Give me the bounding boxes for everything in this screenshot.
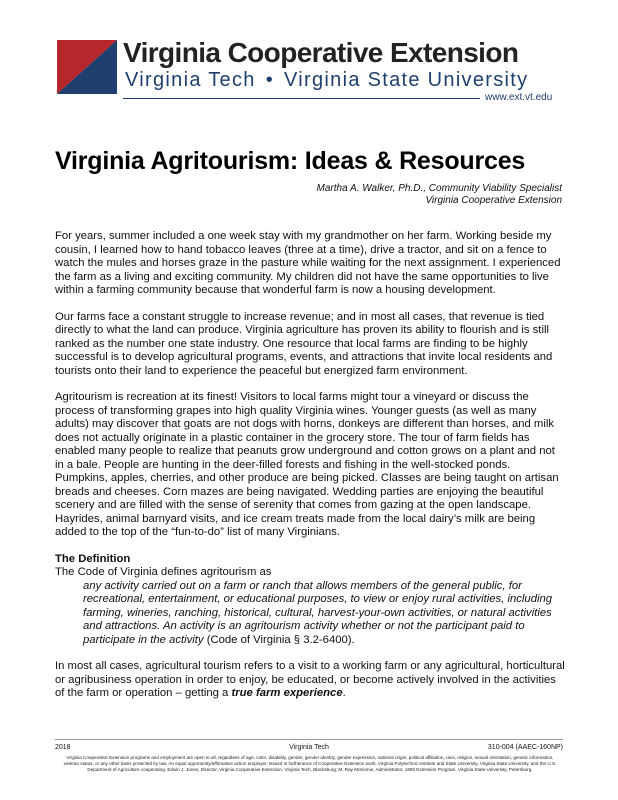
- footer-rule: [55, 739, 563, 740]
- footer-legal-text: Virginia Cooperative Extension programs and employment are open to all, regardless of age, color, disability, gender, gender identity, gender expression, national origin, political affiliation, race, religion, sexual orientation, genetic information, veteran status, or any other basis protected by law. An equal opportunity/affirmative action employer. Issued in furtherance of Cooperative Extension work, Virginia Polytechnic Institute and State University, Virginia State University, and the U.S. Department of Agriculture cooperating. Edwin J. Jones, Director, Virginia Cooperative Extension, Virginia Tech, Blacksburg; M. Ray McKinnie, Administrator, 1890 Extension Program, Virginia State University, Petersburg.: [63, 755, 557, 772]
- definition-citation: (Code of Virginia § 3.2-6400).: [203, 633, 355, 646]
- vce-header: [57, 38, 567, 108]
- paragraph-revenue: Our farms face a constant struggle to increase revenue; and in most all cases, that revenue is tied directly to what the land can produce. Virginia agriculture has proven its ability to flourish and is still ranked as the number one state industry. One resource that local farms are finding to be highly successful is to develop agricultural programs, events, and attractions that invite local residents and tourists onto their land to experience the peaceful but energized farm environment.: [55, 310, 553, 377]
- footer-year: 2018: [55, 744, 71, 751]
- paragraph-intro: For years, summer included a one week stay with my grandmother on her farm. Working beside my cousin, I learned how to hand tobacco leaves (three at a time), drive a tractor, and sit on a fence to watch the mules and horses graze in the pasture while waiting for the next assignment. I experienced the farm as a living and exciting community. My children did not have the same opportunities to live within a farming community because that wonderful farm is now a housing development.: [55, 230, 561, 296]
- paragraph-agritourism: Agritourism is recreation at its finest! Visitors to local farms might tour a vineyard or discuss the process of transforming grapes into high quality Virginia wines. Younger guests (as well as many adults) may discover that goats are not dogs with horns, donkeys are different than horses, and milk does not actually originate in a plastic container in the grocery store. The tour of farm fields has enabled many people to realize that peanuts grow underground and cotton grows on a plant and not in a bale. People are hunting in the deer-filled forests and fishing in the well-stocked ponds. Pumpkins, apples, cherries, and other produce are being picked. Classes are being taught on artisan breads and cheeses. Corn mazes are being navigated. Wedding parties are enjoying the beautiful scenery and are filled with the sense of serenity that comes from gazing at the open landscape. Hayrides, animal barnyard visits, and ice cream treats made from the local dairy’s milk are being added to the top of the “fun-to-do” list of many Virginians.: [55, 391, 559, 538]
- document-body: [55, 230, 565, 714]
- website-link[interactable]: www.ext.vt.edu: [485, 92, 553, 103]
- closing-end: .: [342, 687, 346, 699]
- vce-logo-icon: [57, 40, 117, 94]
- section-heading-definition: The Definition: [55, 552, 131, 565]
- definition-quote-text: any activity carried out on a farm or ranch that allows members of the general public, for recreational, entertainment, or educational purposes, to view or enjoy rural activities, including farming, wineries, ranching, historical, cultural, harvest-your-own activities, or natural activities and attractions. An activity is an agritourism activity whether or not the participant paid to participate in the activity: [83, 579, 553, 646]
- closing-emphasis: true farm experience: [231, 687, 343, 699]
- paragraph-closing: [55, 660, 565, 701]
- definition-quote: [83, 580, 565, 648]
- document-title: Virginia Agritourism: Ideas & Resources: [55, 147, 526, 175]
- author-name: Martha A. Walker, Ph.D., Community Viability Specialist: [316, 183, 562, 194]
- definition-intro: The Code of Virginia defines agritourism as: [55, 566, 272, 578]
- closing-text: In most all cases, agricultural tourism refers to a visit to a working farm or any agricultural, horticultural or agribusiness operation in order to enjoy, be educated, or become actively involved in the activities of the farm or operation – getting a: [55, 660, 565, 699]
- footer-row: [55, 744, 563, 753]
- org-name: Virginia Cooperative Extension: [123, 37, 519, 68]
- university-vt: Virginia Tech: [125, 69, 256, 91]
- author-block: [317, 183, 562, 207]
- footer-publisher: Virginia Tech: [289, 744, 329, 751]
- footer-pub-number: 310-004 (AAEC-160NP): [487, 744, 563, 751]
- author-affiliation: Virginia Cooperative Extension: [425, 195, 562, 206]
- header-rule: [123, 98, 480, 99]
- universities-line: [125, 69, 528, 91]
- university-vsu: Virginia State University: [284, 69, 529, 91]
- separator-bullet: •: [265, 69, 274, 91]
